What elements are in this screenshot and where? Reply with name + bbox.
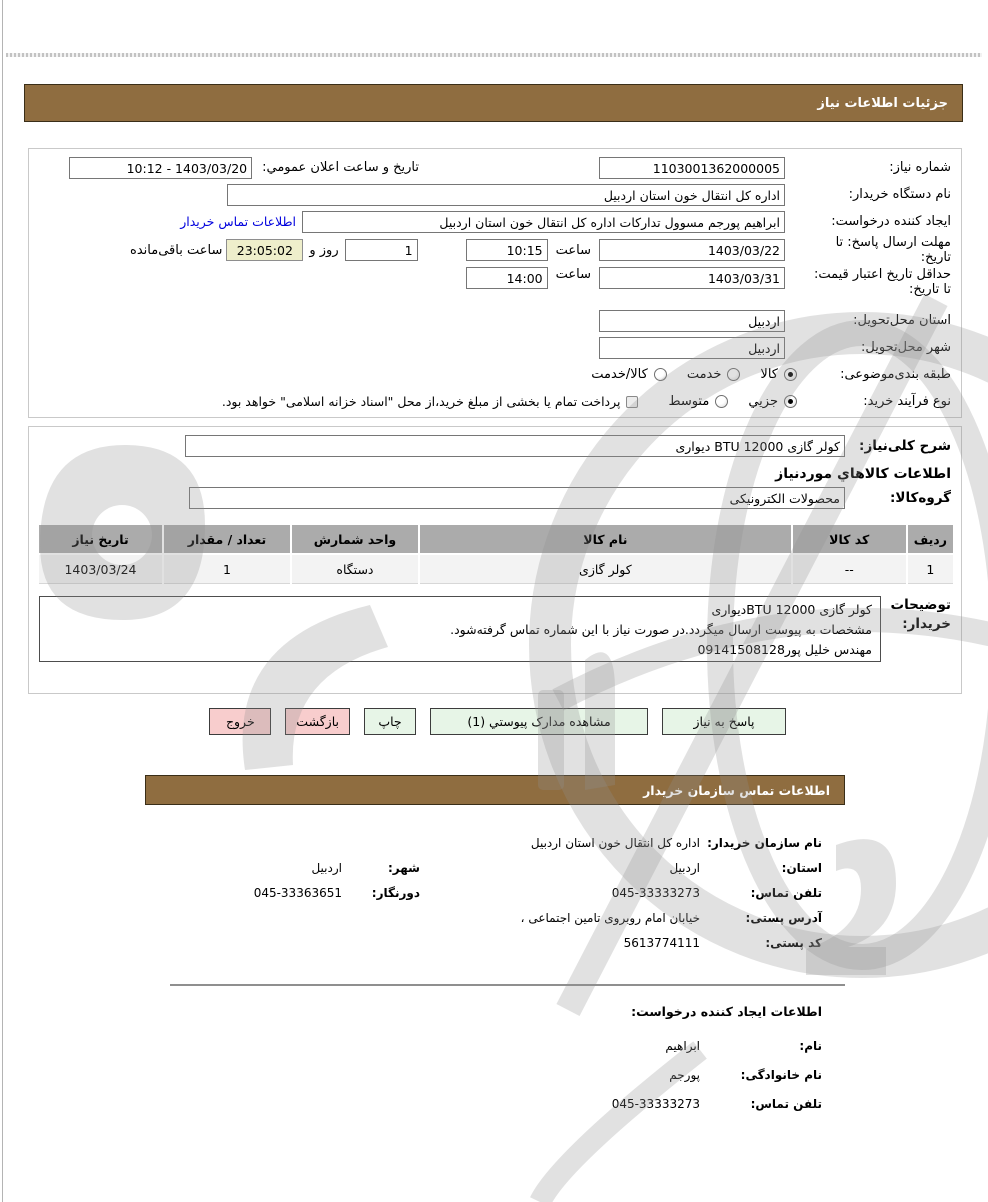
org-name-value: اداره کل انتقال خون استان اردبیل <box>530 836 700 850</box>
radio-service-label: خدمت <box>686 367 722 382</box>
last-name-row <box>145 1068 822 1082</box>
deadline-label: مهلت ارسال پاسخ: تا تاریخ: <box>835 235 951 265</box>
goods-group-input[interactable]: محصولات الکترونیکی <box>189 487 845 509</box>
delivery-province-row <box>39 307 951 334</box>
cell-row-number: 1 <box>908 555 953 584</box>
request-creator-heading: اطلاعات ایجاد کننده درخواست: <box>631 1004 822 1019</box>
remaining-days-input[interactable]: 1 <box>345 239 418 261</box>
province-label: استان: <box>781 861 822 875</box>
last-name-label: نام خانوادگی: <box>740 1068 822 1082</box>
first-name-label: نام: <box>799 1039 822 1053</box>
postal-code-label: کد پستی: <box>765 936 822 950</box>
contact-section <box>145 836 822 961</box>
back-button[interactable]: بازگشت <box>285 708 350 735</box>
org-name-row <box>145 836 822 850</box>
need-number-label: شماره نیاز: <box>889 160 951 175</box>
respond-button[interactable]: پاسخ به نیاز <box>662 708 786 735</box>
need-number-input[interactable]: 1103001362000005 <box>599 157 785 179</box>
creator-row <box>39 208 951 235</box>
action-buttons-row <box>28 708 962 735</box>
buyer-notes-row <box>39 594 951 662</box>
buyer-org-input[interactable]: اداره کل انتقال خون استان اردبیل <box>227 184 785 206</box>
buyer-notes-label: توضیحات خریدار: <box>890 597 951 632</box>
creator-phone-label: تلفن تماس: <box>750 1097 822 1111</box>
delivery-city-row <box>39 334 951 361</box>
process-type-row <box>39 388 951 415</box>
process-type-label: نوع فرآیند خرید: <box>863 394 951 409</box>
delivery-city-input[interactable]: اردبیل <box>599 337 785 359</box>
phone-value: 045-33333273 <box>611 886 700 900</box>
province-value: اردبیل <box>669 861 700 875</box>
table-row <box>39 555 953 584</box>
validity-time-input[interactable]: 14:00 <box>466 267 548 289</box>
cell-item-name: کولر گازی <box>420 555 791 584</box>
window-left-border <box>2 0 3 1202</box>
announce-label: تاریخ و ساعت اعلان عمومي: <box>262 160 419 175</box>
first-name-row <box>145 1039 822 1053</box>
deadline-row <box>39 235 951 265</box>
view-attachments-button[interactable]: مشاهده مدارک پیوستي (1) <box>430 708 648 735</box>
first-name-value: ابراهیم <box>665 1039 700 1053</box>
postal-code-row <box>145 936 822 950</box>
cell-unit: دستگاه <box>292 555 418 584</box>
top-divider <box>6 53 982 57</box>
contact-header <box>145 775 845 805</box>
overall-desc-label: شرح کلی‌نیاز: <box>859 437 951 454</box>
buyer-notes-line: مشخصات به پیوست ارسال میگردد.در صورت نیاز با این شماره تماس گرفته‌شود. <box>450 622 872 637</box>
col-item-code: کد کالا <box>793 525 906 553</box>
radio-partial-label: جزیي <box>748 394 778 409</box>
validity-hour-label: ساعت <box>555 267 591 282</box>
radio-medium-label: متوسط <box>668 394 710 409</box>
delivery-province-label: استان محل‌تحویل: <box>853 313 951 328</box>
classification-row <box>39 361 951 388</box>
org-name-label: نام سازمان خریدار: <box>707 836 822 850</box>
radio-goods-label: کالا <box>760 367 778 382</box>
items-heading: اطلاعات کالاهاي موردنیاز <box>775 466 951 482</box>
creator-phone-value: 045-33333273 <box>611 1097 700 1111</box>
province-city-row <box>145 861 822 875</box>
need-number-row <box>39 154 951 181</box>
announce-datetime-input[interactable]: 10:12 - 1403/03/20 <box>69 157 252 179</box>
goods-info-panel <box>28 426 962 694</box>
cell-quantity: 1 <box>164 555 290 584</box>
address-label: آدرس پستی: <box>745 911 822 925</box>
creator-phone-row <box>145 1097 822 1111</box>
treasury-docs-label: پرداخت تمام یا بخشی از مبلغ خرید،از محل "اسناد خزانه اسلامی" خواهد بود. <box>221 394 621 409</box>
validity-date-input[interactable]: 1403/03/31 <box>599 267 785 289</box>
col-item-name: نام کالا <box>420 525 791 553</box>
col-need-date: تاریخ نیاز <box>39 525 162 553</box>
radio-goods-service[interactable] <box>654 368 667 381</box>
delivery-city-label: شهر محل‌تحویل: <box>861 340 951 355</box>
exit-button[interactable]: خروج <box>209 708 271 735</box>
creator-label: ایجاد کننده درخواست: <box>831 214 951 229</box>
section-divider <box>170 984 845 986</box>
items-table <box>37 523 955 586</box>
cell-item-code: -- <box>793 555 906 584</box>
address-row <box>145 911 822 925</box>
fax-value: 045-33363651 <box>253 886 342 900</box>
deadline-date-input[interactable]: 1403/03/22 <box>599 239 785 261</box>
remaining-hours-label: ساعت باقی‌مانده <box>130 242 223 258</box>
buyer-contact-link[interactable]: اطلاعات تماس خریدار <box>180 214 296 229</box>
need-info-panel <box>28 148 962 418</box>
radio-partial[interactable] <box>784 395 797 408</box>
postal-code-value: 5613774111 <box>623 936 700 950</box>
treasury-docs-checkbox[interactable] <box>626 396 638 408</box>
remaining-time-box: 23:05:02 <box>226 239 303 261</box>
remaining-days-label: روز و <box>309 242 339 258</box>
buyer-notes-line: کولر گازی BTU 12000دیواری <box>711 602 872 617</box>
deadline-time-input[interactable]: 10:15 <box>466 239 548 261</box>
need-details-title: جزئیات اطلاعات نیاز <box>817 95 948 111</box>
overall-desc-row <box>39 432 951 459</box>
phone-fax-row <box>145 886 822 900</box>
delivery-province-input[interactable]: اردبیل <box>599 310 785 332</box>
col-row-number: ردیف <box>908 525 953 553</box>
last-name-value: پورجم <box>669 1068 700 1082</box>
print-button[interactable]: چاپ <box>364 708 416 735</box>
buyer-notes-line: مهندس خلیل پور09141508128 <box>697 642 872 657</box>
fax-label: دورنگار: <box>371 886 420 900</box>
items-table-header-row <box>39 525 953 553</box>
radio-goods-service-label: کالا/خدمت <box>591 367 648 382</box>
radio-medium[interactable] <box>715 395 728 408</box>
phone-label: تلفن تماس: <box>750 886 822 900</box>
goods-group-label: گروه‌کالا: <box>890 489 951 506</box>
col-quantity: تعداد / مقدار <box>164 525 290 553</box>
city-value: اردبیل <box>311 861 342 875</box>
contact-title: اطلاعات تماس سازمان خریدار <box>643 782 830 798</box>
buyer-org-label: نام دستگاه خریدار: <box>848 187 951 202</box>
classification-label: طبقه بندی‌موضوعی: <box>840 367 951 382</box>
need-details-header <box>24 84 963 122</box>
overall-desc-input[interactable]: کولر گازی BTU 12000 دیواری <box>185 435 845 457</box>
col-unit: واحد شمارش <box>292 525 418 553</box>
buyer-org-row <box>39 181 951 208</box>
creator-input[interactable]: ابراهیم پورجم مسوول تدارکات اداره کل انتقال خون استان اردبیل <box>302 211 785 233</box>
cell-need-date: 1403/03/24 <box>39 555 162 584</box>
radio-goods[interactable] <box>784 368 797 381</box>
radio-service[interactable] <box>727 368 740 381</box>
validity-label: حداقل تاریخ اعتبار قیمت: تا تاریخ: <box>813 267 951 297</box>
request-creator-section <box>145 1004 822 1126</box>
city-label: شهر: <box>388 861 420 875</box>
deadline-hour-label: ساعت <box>555 242 591 258</box>
goods-group-row <box>39 484 951 511</box>
address-value: خیابان امام روبروی تامین اجتماعی ، <box>520 911 700 925</box>
validity-row <box>39 265 951 307</box>
buyer-notes-box[interactable] <box>39 596 881 662</box>
